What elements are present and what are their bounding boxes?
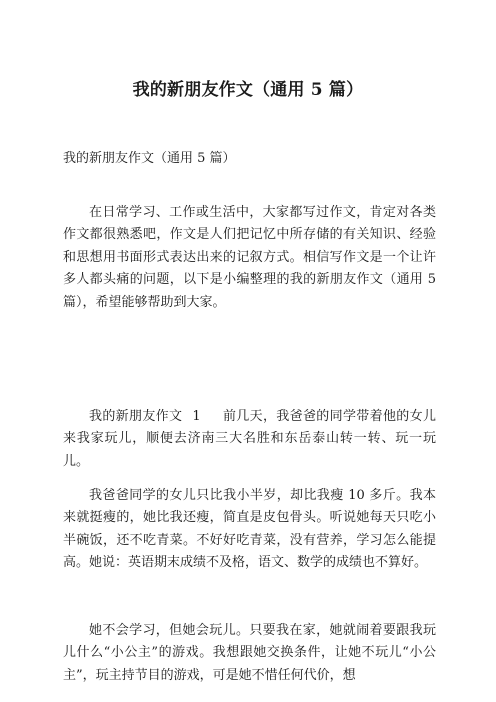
body-paragraph-2: 我爸爸同学的女儿只比我小半岁，却比我瘦 10 多斤。我本来就挺瘦的，她比我还瘦，简直是皮包骨头。听说她每天只吃小半碗饭，还不吃青菜。不好好吃青菜，没有营养，学习怎么能提高。她说：英语期末成绩不及格，语文、数学的成绩也不算好。 [63, 488, 436, 571]
section-1-text: 前几天，我爸爸的同学带着他的女儿来我家玩儿，顺便去济南三大名胜和东岳泰山转一转、玩一玩儿。 [63, 409, 436, 469]
section-1-number: 1 [192, 409, 201, 424]
body-paragraph-3: 她不会学习，但她会玩儿。只要我在家，她就闹着要跟我玩儿什么“小公主”的游戏。我想跟她交换条件，让她不玩儿“小公主”，玩主持节目的游戏，可是她不惜任何代价，想 [63, 623, 436, 683]
section-1-label: 我的新朋友作文 [89, 409, 183, 424]
section-1-paragraph [63, 406, 436, 473]
document-title: 我的新朋友作文（通用 5 篇） [132, 80, 364, 100]
intro-paragraph: 在日常学习、工作或生活中，大家都写过作文，肯定对各类作文都很熟悉吧，作文是人们把记忆中所存储的有关知识、经验和思想用书面形式表达出来的记叙方式。相信写作文是一个让许多人都头痛的问题，以下是小编整理的我的新朋友作文（通用 5 篇），希望能够帮助到大家。 [63, 205, 436, 310]
document-subtitle: 我的新朋友作文（通用 5 篇） [63, 151, 236, 166]
